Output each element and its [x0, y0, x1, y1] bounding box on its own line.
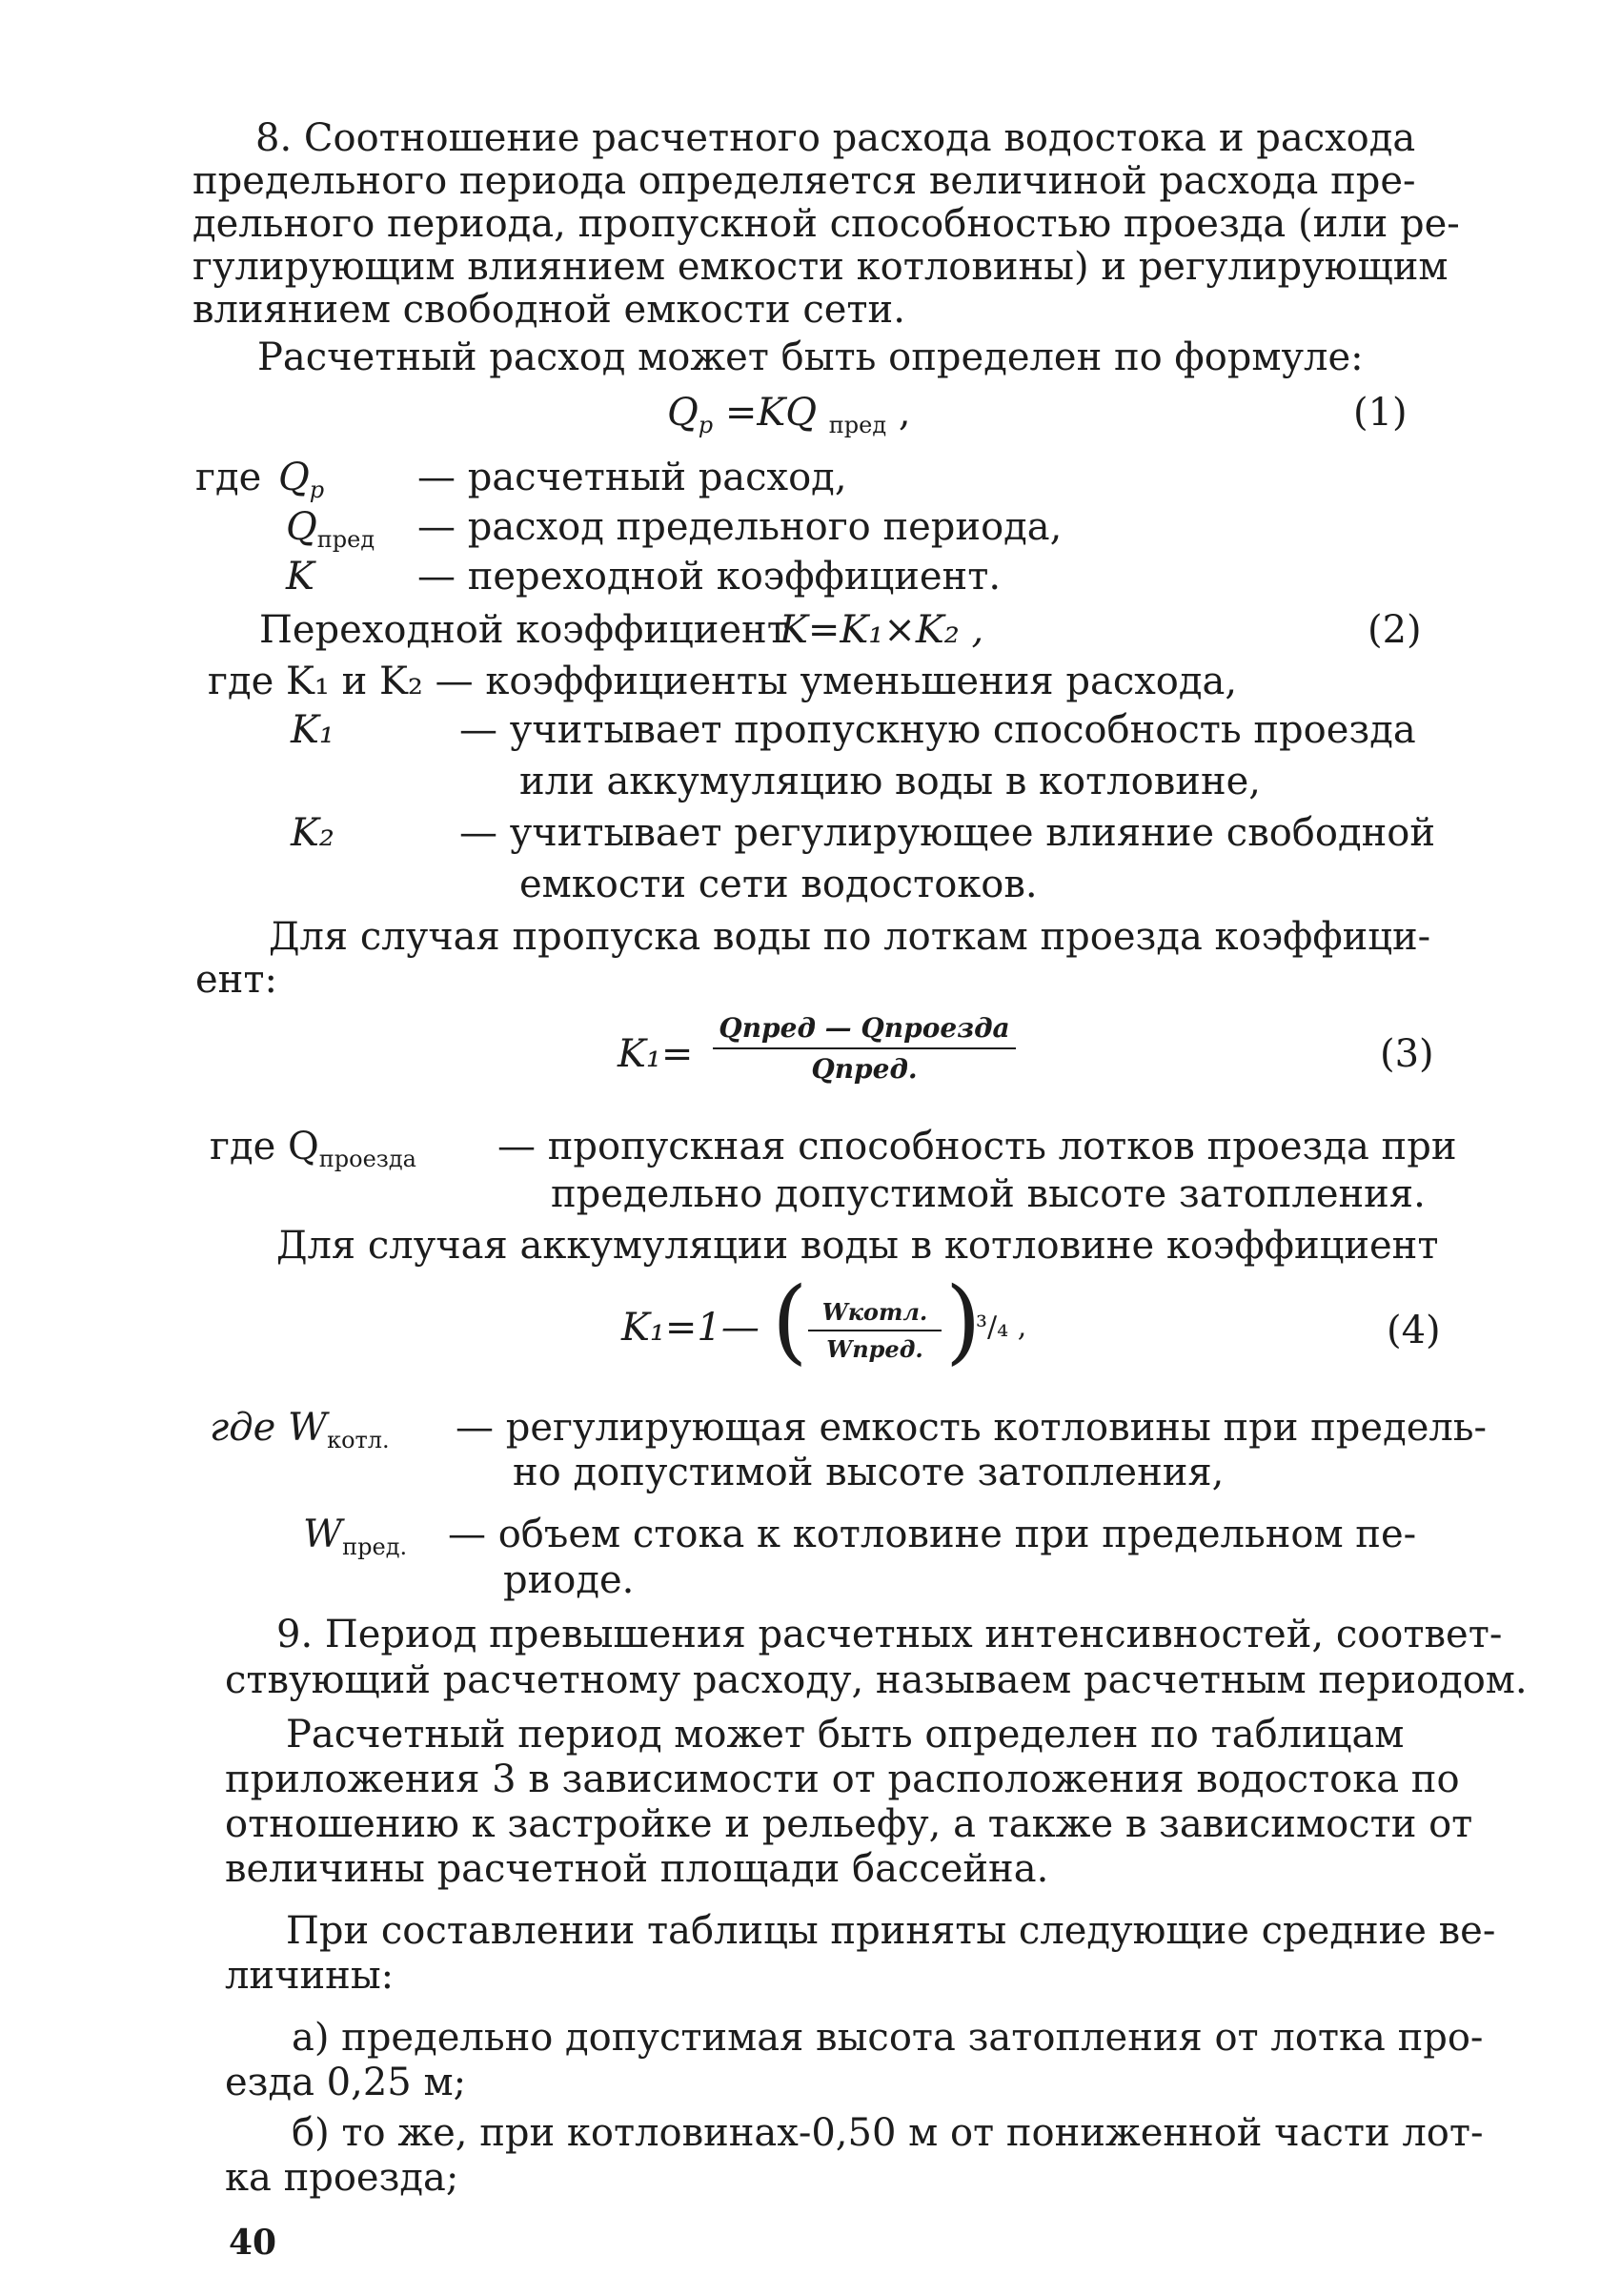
eq1-tail: ,: [886, 391, 911, 435]
eq3-numerator: Qпред — Qпроезда: [719, 1012, 1010, 1044]
item-a-line2: езда 0,25 м;: [225, 2061, 467, 2104]
eq3-fraction-bar: [713, 1047, 1016, 1049]
eq4-numerator: Wкотл.: [821, 1298, 928, 1326]
eq4-lhs: K₁=1—: [621, 1306, 760, 1350]
para8-line4: гулирующим влиянием емкости котловины) и регулирующим: [192, 245, 1449, 289]
where1-qpred-symbol: [286, 505, 375, 561]
where2-k1-line1: — учитывает пропускную способность проезда: [459, 708, 1416, 752]
page-number: 40: [229, 2223, 277, 2263]
formula-intro: Расчетный расход может быть определен по формуле:: [257, 335, 1364, 379]
case1-line1: Для случая пропуска воды по лоткам проезда коэффици-: [269, 915, 1431, 959]
where1-label: где: [195, 456, 262, 499]
para8-line5: влиянием свободной емкости сети.: [192, 288, 905, 332]
item-b-line2: ка проезда;: [225, 2156, 459, 2200]
where1-k-desc: — переходной коэффициент.: [417, 555, 1002, 599]
para9-line1: 9. Период превышения расчетных интенсивностей, соответ-: [276, 1613, 1503, 1656]
eq1-mid: =KQ: [713, 391, 829, 435]
para11-line2: личины:: [225, 1954, 395, 1998]
where2-k2-line2: емкости сети водостоков.: [519, 863, 1038, 906]
eq4-number: (4): [1387, 1309, 1441, 1352]
para10-line3: отношению к застройке и рельефу, а также в зависимости от: [225, 1802, 1473, 1846]
where2-k2-symbol: K₂: [291, 811, 334, 855]
where4-line3-desc: — объем стока к котловине при предельном пе-: [448, 1513, 1417, 1556]
where2-k1-line2: или аккумуляцию воды в котловине,: [519, 760, 1261, 803]
where3-sub: проезда: [318, 1146, 416, 1172]
para10-line1: Расчетный период может быть определен по таблицам: [286, 1713, 1405, 1757]
para10-line4: величины расчетной площади бассейна.: [225, 1847, 1049, 1891]
para8-line3: дельного периода, пропускной способностью проезда (или ре-: [192, 202, 1460, 246]
eq3-denominator: Qпред.: [811, 1053, 918, 1085]
eq3-number: (3): [1380, 1032, 1434, 1076]
eq3-fraction: [713, 1012, 1016, 1085]
where3-desc-line1: — пропускная способность лотков проезда при: [497, 1125, 1457, 1168]
para9-line2: ствующий расчетному расходу, называем расчетным периодом.: [225, 1658, 1528, 1702]
eq1-lhs-sub: р: [698, 412, 714, 438]
eq2-number: (2): [1368, 608, 1422, 652]
where1-k-symbol: [286, 555, 314, 599]
qpred-sub: пред: [316, 526, 375, 553]
where4-line2: но допустимой высоте затопления,: [513, 1451, 1225, 1494]
where1-qpred-desc: — расход предельного периода,: [417, 505, 1063, 549]
para11-line1: При составлении таблицы приняты следующие средние ве-: [286, 1909, 1496, 1953]
eq4-paren-close: ): [945, 1268, 982, 1374]
item-a-line1: а) предельно допустимая высота затопления от лотка про-: [292, 2016, 1484, 2060]
eq1-lhs: Q: [667, 391, 699, 435]
qp-sub: р: [309, 477, 325, 503]
where4-sub-kotl: котл.: [327, 1427, 390, 1453]
item-b-line1: б) то же, при котловинах-0,50 м от пониженной части лот-: [292, 2111, 1484, 2155]
eq1-number: (1): [1353, 391, 1408, 435]
where1-qp-desc: — расчетный расход,: [417, 456, 847, 499]
eq1-sub: пред: [828, 412, 887, 438]
eq3-lhs: K₁=: [618, 1032, 694, 1076]
where4-line1-symbol: [210, 1406, 390, 1462]
where4-w: W: [303, 1513, 343, 1556]
eq2-text: Переходной коэффициент: [259, 608, 788, 652]
where4-line4: риоде.: [503, 1558, 635, 1602]
qpred-letter: Q: [286, 505, 317, 549]
equation-1: [667, 391, 911, 447]
eq4-exponent: ³/₄ ,: [976, 1311, 1027, 1344]
where3-where-q: где Q: [210, 1125, 319, 1168]
eq4-fraction-bar: [808, 1330, 942, 1331]
eq2-formula: K=K₁×K₂ ,: [780, 608, 984, 652]
where4-line3-symbol: [303, 1513, 407, 1569]
qp-letter: Q: [278, 456, 310, 499]
para10-line2: приложения 3 в зависимости от расположения водостока по: [225, 1758, 1460, 1801]
where4-line1-desc: — регулирующая емкость котловины при предель-: [456, 1406, 1488, 1450]
where3-line1: [210, 1125, 416, 1181]
where1-qp-symbol: [278, 456, 324, 512]
k-letter: K: [286, 555, 314, 599]
case1-line2: ент:: [195, 958, 277, 1002]
where4-where-w: где W: [210, 1406, 328, 1450]
para8-line1: 8. Соотношение расчетного расхода водостока и расхода: [255, 116, 1416, 160]
case2-line: Для случая аккумуляции воды в котловине коэффициент: [276, 1224, 1439, 1268]
where4-sub-pred: пред.: [342, 1534, 408, 1560]
eq4-denominator: Wпред.: [826, 1335, 923, 1363]
where2-line1: где K₁ и K₂ — коэффициенты уменьшения расхода,: [208, 660, 1238, 703]
where2-k1-symbol: K₁: [291, 708, 334, 752]
eq4-fraction: [808, 1298, 942, 1363]
eq4-paren-open: (: [772, 1268, 808, 1374]
para8-line2: предельного периода определяется величиной расхода пре-: [192, 159, 1416, 203]
where3-desc-line2: предельно допустимой высоте затопления.: [551, 1172, 1426, 1216]
where2-k2-line1: — учитывает регулирующее влияние свободной: [459, 811, 1435, 855]
